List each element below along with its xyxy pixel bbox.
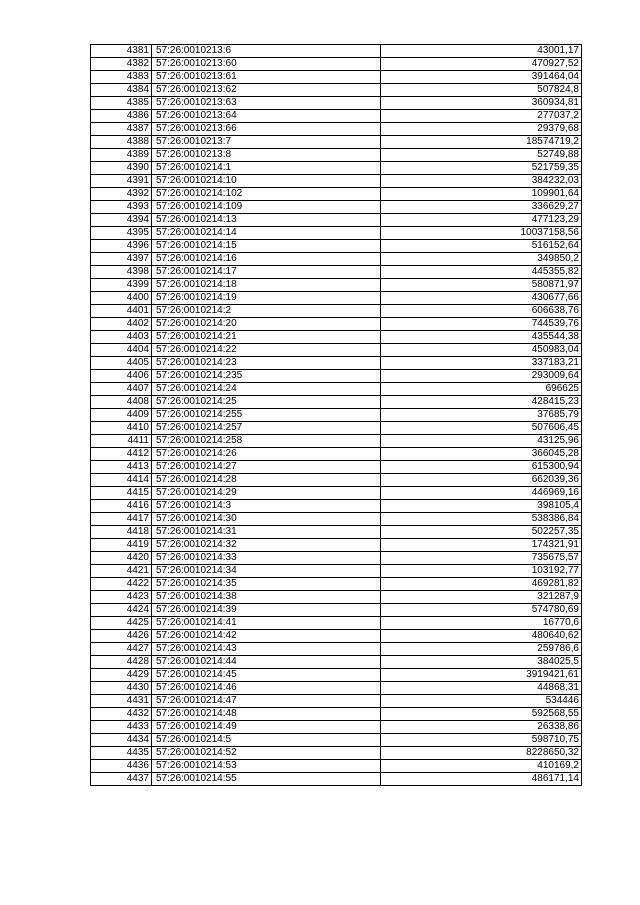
table-row [91, 240, 582, 253]
row-number-cell: 4381 [91, 45, 152, 58]
table-row [91, 513, 582, 526]
table-row [91, 409, 582, 422]
row-number-cell: 4393 [91, 201, 152, 214]
table-row [91, 474, 582, 487]
table-row [91, 305, 582, 318]
table-row [91, 500, 582, 513]
cadastral-number-cell: 57:26:0010214:13 [152, 214, 381, 227]
row-number-cell: 4394 [91, 214, 152, 227]
cadastral-number-cell: 57:26:0010214:30 [152, 513, 381, 526]
value-cell: 428415,23 [381, 396, 582, 409]
cadastral-number-cell: 57:26:0010214:29 [152, 487, 381, 500]
value-cell: 735675,57 [381, 552, 582, 565]
table-row [91, 617, 582, 630]
table-row [91, 227, 582, 240]
table-row [91, 84, 582, 97]
row-number-cell: 4433 [91, 721, 152, 734]
value-cell: 29379,68 [381, 123, 582, 136]
value-cell: 349850,2 [381, 253, 582, 266]
cadastral-number-cell: 57:26:0010214:10 [152, 175, 381, 188]
cadastral-number-cell: 57:26:0010214:16 [152, 253, 381, 266]
table-row [91, 110, 582, 123]
table-row [91, 396, 582, 409]
value-cell: 384025,5 [381, 656, 582, 669]
table-row [91, 58, 582, 71]
row-number-cell: 4415 [91, 487, 152, 500]
row-number-cell: 4437 [91, 773, 152, 786]
cadastral-number-cell: 57:26:0010214:23 [152, 357, 381, 370]
cadastral-number-cell: 57:26:0010214:33 [152, 552, 381, 565]
table-row [91, 435, 582, 448]
table-row [91, 526, 582, 539]
row-number-cell: 4411 [91, 435, 152, 448]
row-number-cell: 4391 [91, 175, 152, 188]
cadastral-number-cell: 57:26:0010214:55 [152, 773, 381, 786]
row-number-cell: 4401 [91, 305, 152, 318]
cadastral-number-cell: 57:26:0010214:25 [152, 396, 381, 409]
value-cell: 293009,64 [381, 370, 582, 383]
table-row [91, 591, 582, 604]
row-number-cell: 4383 [91, 71, 152, 84]
cadastral-number-cell: 57:26:0010214:41 [152, 617, 381, 630]
cadastral-number-cell: 57:26:0010214:46 [152, 682, 381, 695]
value-cell: 446969,16 [381, 487, 582, 500]
row-number-cell: 4396 [91, 240, 152, 253]
value-cell: 26338,86 [381, 721, 582, 734]
cadastral-number-cell: 57:26:0010214:24 [152, 383, 381, 396]
row-number-cell: 4417 [91, 513, 152, 526]
value-cell: 598710,75 [381, 734, 582, 747]
row-number-cell: 4399 [91, 279, 152, 292]
table-body [91, 45, 582, 786]
value-cell: 486171,14 [381, 773, 582, 786]
value-cell: 391464,04 [381, 71, 582, 84]
cadastral-number-cell: 57:26:0010214:14 [152, 227, 381, 240]
cadastral-number-cell: 57:26:0010214:49 [152, 721, 381, 734]
value-cell: 321287,9 [381, 591, 582, 604]
value-cell: 516152,64 [381, 240, 582, 253]
cadastral-number-cell: 57:26:0010214:39 [152, 604, 381, 617]
cadastral-number-cell: 57:26:0010214:109 [152, 201, 381, 214]
value-cell: 384232,03 [381, 175, 582, 188]
table-row [91, 760, 582, 773]
row-number-cell: 4425 [91, 617, 152, 630]
value-cell: 696625 [381, 383, 582, 396]
row-number-cell: 4418 [91, 526, 152, 539]
value-cell: 615300,94 [381, 461, 582, 474]
row-number-cell: 4431 [91, 695, 152, 708]
value-cell: 445355,82 [381, 266, 582, 279]
value-cell: 744539,76 [381, 318, 582, 331]
cadastral-number-cell: 57:26:0010214:38 [152, 591, 381, 604]
value-cell: 534446 [381, 695, 582, 708]
table-row [91, 669, 582, 682]
value-cell: 430677,66 [381, 292, 582, 305]
cadastral-number-cell: 57:26:0010214:257 [152, 422, 381, 435]
value-cell: 580871,97 [381, 279, 582, 292]
value-cell: 109901,64 [381, 188, 582, 201]
table-row [91, 266, 582, 279]
value-cell: 507824,8 [381, 84, 582, 97]
row-number-cell: 4423 [91, 591, 152, 604]
value-cell: 470927,52 [381, 58, 582, 71]
table-row [91, 188, 582, 201]
value-cell: 662039,36 [381, 474, 582, 487]
data-table [90, 44, 582, 786]
cadastral-number-cell: 57:26:0010214:15 [152, 240, 381, 253]
row-number-cell: 4404 [91, 344, 152, 357]
cadastral-number-cell: 57:26:0010214:102 [152, 188, 381, 201]
row-number-cell: 4432 [91, 708, 152, 721]
table-row [91, 708, 582, 721]
row-number-cell: 4402 [91, 318, 152, 331]
cadastral-number-cell: 57:26:0010214:19 [152, 292, 381, 305]
row-number-cell: 4413 [91, 461, 152, 474]
cadastral-number-cell: 57:26:0010213:8 [152, 149, 381, 162]
row-number-cell: 4387 [91, 123, 152, 136]
table-row [91, 357, 582, 370]
cadastral-number-cell: 57:26:0010213:60 [152, 58, 381, 71]
value-cell: 410169,2 [381, 760, 582, 773]
row-number-cell: 4398 [91, 266, 152, 279]
table-row [91, 331, 582, 344]
cadastral-number-cell: 57:26:0010214:47 [152, 695, 381, 708]
row-number-cell: 4428 [91, 656, 152, 669]
table-row [91, 292, 582, 305]
value-cell: 502257,35 [381, 526, 582, 539]
row-number-cell: 4421 [91, 565, 152, 578]
table-row [91, 565, 582, 578]
value-cell: 52749,88 [381, 149, 582, 162]
cadastral-number-cell: 57:26:0010214:42 [152, 630, 381, 643]
cadastral-number-cell: 57:26:0010214:44 [152, 656, 381, 669]
table-row [91, 734, 582, 747]
table-row [91, 71, 582, 84]
value-cell: 10037158,56 [381, 227, 582, 240]
row-number-cell: 4385 [91, 97, 152, 110]
table-row [91, 318, 582, 331]
value-cell: 435544,38 [381, 331, 582, 344]
table-row [91, 721, 582, 734]
value-cell: 16770,6 [381, 617, 582, 630]
table-row [91, 383, 582, 396]
value-cell: 103192,77 [381, 565, 582, 578]
value-cell: 360934,81 [381, 97, 582, 110]
table-row [91, 136, 582, 149]
table-row [91, 604, 582, 617]
value-cell: 18574719,2 [381, 136, 582, 149]
cadastral-number-cell: 57:26:0010214:258 [152, 435, 381, 448]
cadastral-number-cell: 57:26:0010214:27 [152, 461, 381, 474]
row-number-cell: 4389 [91, 149, 152, 162]
row-number-cell: 4435 [91, 747, 152, 760]
cadastral-number-cell: 57:26:0010214:21 [152, 331, 381, 344]
value-cell: 336629,27 [381, 201, 582, 214]
cadastral-number-cell: 57:26:0010213:61 [152, 71, 381, 84]
table-row [91, 461, 582, 474]
row-number-cell: 4429 [91, 669, 152, 682]
row-number-cell: 4403 [91, 331, 152, 344]
row-number-cell: 4386 [91, 110, 152, 123]
row-number-cell: 4414 [91, 474, 152, 487]
value-cell: 477123,29 [381, 214, 582, 227]
row-number-cell: 4407 [91, 383, 152, 396]
table-row [91, 45, 582, 58]
cadastral-number-cell: 57:26:0010214:3 [152, 500, 381, 513]
value-cell: 259786,6 [381, 643, 582, 656]
cadastral-number-cell: 57:26:0010214:31 [152, 526, 381, 539]
table-row [91, 214, 582, 227]
value-cell: 277037,2 [381, 110, 582, 123]
table-row [91, 656, 582, 669]
cadastral-number-cell: 57:26:0010214:2 [152, 305, 381, 318]
row-number-cell: 4420 [91, 552, 152, 565]
row-number-cell: 4382 [91, 58, 152, 71]
cadastral-number-cell: 57:26:0010214:52 [152, 747, 381, 760]
table-row [91, 149, 582, 162]
value-cell: 450983,04 [381, 344, 582, 357]
table-row [91, 552, 582, 565]
table-row [91, 487, 582, 500]
value-cell: 574780,69 [381, 604, 582, 617]
value-cell: 8228650,32 [381, 747, 582, 760]
row-number-cell: 4426 [91, 630, 152, 643]
table-row [91, 773, 582, 786]
table-row [91, 630, 582, 643]
table-row [91, 175, 582, 188]
value-cell: 44868,31 [381, 682, 582, 695]
row-number-cell: 4388 [91, 136, 152, 149]
table-row [91, 422, 582, 435]
row-number-cell: 4390 [91, 162, 152, 175]
value-cell: 43001,17 [381, 45, 582, 58]
cadastral-number-cell: 57:26:0010214:17 [152, 266, 381, 279]
row-number-cell: 4412 [91, 448, 152, 461]
value-cell: 521759,35 [381, 162, 582, 175]
table-row [91, 253, 582, 266]
cadastral-number-cell: 57:26:0010214:45 [152, 669, 381, 682]
table-row [91, 643, 582, 656]
cadastral-number-cell: 57:26:0010214:32 [152, 539, 381, 552]
value-cell: 174321,91 [381, 539, 582, 552]
row-number-cell: 4409 [91, 409, 152, 422]
table-row [91, 578, 582, 591]
row-number-cell: 4395 [91, 227, 152, 240]
table-row [91, 747, 582, 760]
row-number-cell: 4436 [91, 760, 152, 773]
cadastral-number-cell: 57:26:0010214:1 [152, 162, 381, 175]
row-number-cell: 4406 [91, 370, 152, 383]
cadastral-number-cell: 57:26:0010213:66 [152, 123, 381, 136]
value-cell: 3919421,61 [381, 669, 582, 682]
row-number-cell: 4424 [91, 604, 152, 617]
row-number-cell: 4422 [91, 578, 152, 591]
cadastral-number-cell: 57:26:0010214:43 [152, 643, 381, 656]
row-number-cell: 4392 [91, 188, 152, 201]
cadastral-number-cell: 57:26:0010214:34 [152, 565, 381, 578]
row-number-cell: 4405 [91, 357, 152, 370]
table-row [91, 539, 582, 552]
value-cell: 43125,96 [381, 435, 582, 448]
cadastral-number-cell: 57:26:0010213:62 [152, 84, 381, 97]
cadastral-number-cell: 57:26:0010214:35 [152, 578, 381, 591]
value-cell: 606638,76 [381, 305, 582, 318]
cadastral-number-cell: 57:26:0010213:6 [152, 45, 381, 58]
cadastral-number-cell: 57:26:0010213:63 [152, 97, 381, 110]
table-row [91, 344, 582, 357]
cadastral-number-cell: 57:26:0010213:64 [152, 110, 381, 123]
table-row [91, 162, 582, 175]
cadastral-number-cell: 57:26:0010214:26 [152, 448, 381, 461]
row-number-cell: 4430 [91, 682, 152, 695]
value-cell: 480640,62 [381, 630, 582, 643]
value-cell: 538386,84 [381, 513, 582, 526]
value-cell: 337183,21 [381, 357, 582, 370]
row-number-cell: 4410 [91, 422, 152, 435]
row-number-cell: 4397 [91, 253, 152, 266]
value-cell: 366045,28 [381, 448, 582, 461]
value-cell: 592568,55 [381, 708, 582, 721]
cadastral-number-cell: 57:26:0010214:5 [152, 734, 381, 747]
row-number-cell: 4416 [91, 500, 152, 513]
value-cell: 398105,4 [381, 500, 582, 513]
cadastral-number-cell: 57:26:0010214:28 [152, 474, 381, 487]
value-cell: 37685,79 [381, 409, 582, 422]
table-row [91, 279, 582, 292]
cadastral-number-cell: 57:26:0010214:22 [152, 344, 381, 357]
row-number-cell: 4384 [91, 84, 152, 97]
table-row [91, 97, 582, 110]
cadastral-number-cell: 57:26:0010214:48 [152, 708, 381, 721]
cadastral-number-cell: 57:26:0010214:235 [152, 370, 381, 383]
table-row [91, 123, 582, 136]
cadastral-number-cell: 57:26:0010214:255 [152, 409, 381, 422]
cadastral-number-cell: 57:26:0010213:7 [152, 136, 381, 149]
table-row [91, 695, 582, 708]
table-row [91, 370, 582, 383]
table-row [91, 201, 582, 214]
cadastral-number-cell: 57:26:0010214:20 [152, 318, 381, 331]
value-cell: 469281,82 [381, 578, 582, 591]
table-row [91, 448, 582, 461]
value-cell: 507606,45 [381, 422, 582, 435]
row-number-cell: 4419 [91, 539, 152, 552]
row-number-cell: 4408 [91, 396, 152, 409]
row-number-cell: 4400 [91, 292, 152, 305]
cadastral-number-cell: 57:26:0010214:53 [152, 760, 381, 773]
cadastral-number-cell: 57:26:0010214:18 [152, 279, 381, 292]
row-number-cell: 4427 [91, 643, 152, 656]
row-number-cell: 4434 [91, 734, 152, 747]
table-row [91, 682, 582, 695]
